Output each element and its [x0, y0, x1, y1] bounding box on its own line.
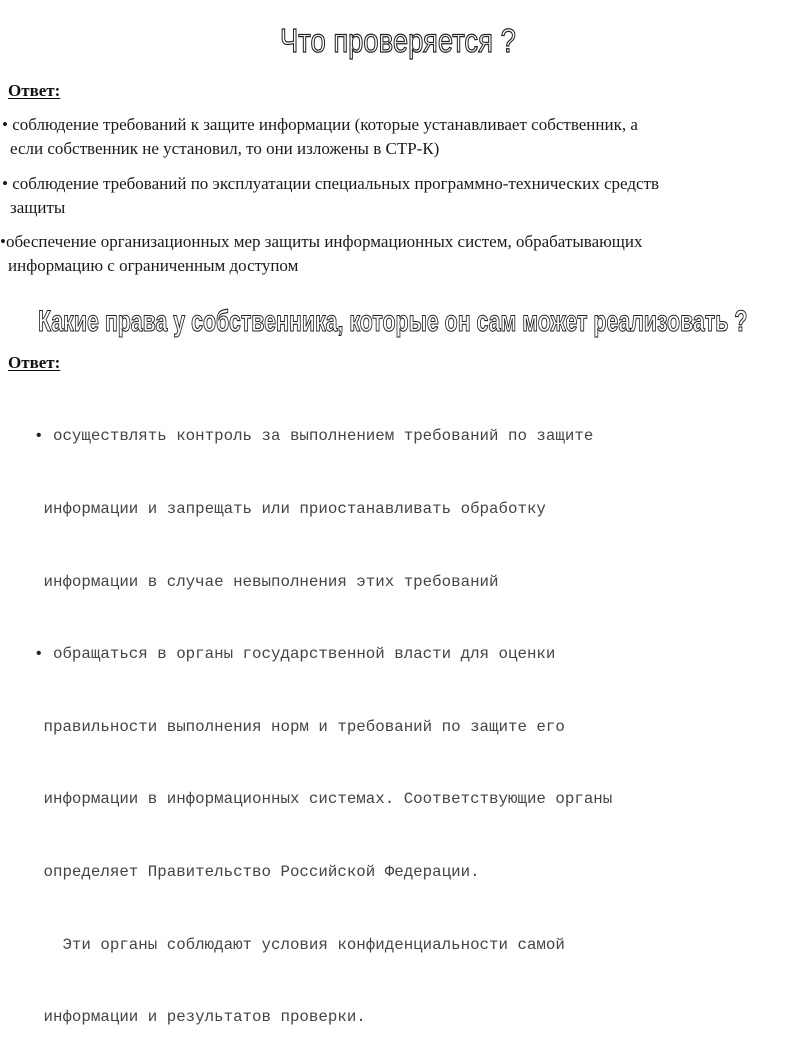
- rights-line-text: осуществлять контроль за выполнением требований по защите: [43, 427, 594, 446]
- rights-line-text: обращаться в органы государственной власти для оценки: [43, 645, 556, 664]
- rights-line: [34, 570, 794, 594]
- rights-line-text: правильности выполнения норм и требований по защите его: [34, 717, 565, 736]
- rights-line: [34, 787, 794, 811]
- bullet-icon: •: [2, 115, 8, 134]
- rights-line-text: Эти органы соблюдают условия конфиденциальности самой: [34, 935, 565, 954]
- answer-label-1: Ответ:: [8, 81, 61, 100]
- rights-line: [34, 642, 794, 666]
- rights-line-text: определяет Правительство Российской Федерации.: [34, 863, 480, 882]
- check-item-3: [0, 230, 790, 278]
- check-item-1: [2, 113, 792, 161]
- rights-line: [34, 1005, 794, 1029]
- bullet-icon: •: [2, 174, 8, 193]
- rights-line-text: информации и результатов проверки.: [34, 1008, 366, 1027]
- check-item-3-line-2: информацию с ограниченным доступом: [8, 256, 299, 275]
- rights-line: [34, 933, 794, 957]
- rights-line: [34, 715, 794, 739]
- check-item-1-line-1: соблюдение требований к защите информации (которые устанавливает собственник, а: [7, 115, 638, 134]
- bullet-icon: •: [0, 232, 6, 251]
- rights-line: [34, 424, 794, 448]
- check-item-2: [2, 172, 792, 220]
- check-item-2-line-2: защиты: [10, 198, 66, 217]
- rights-line-text: информации в случае невыполнения этих требований: [34, 572, 499, 591]
- check-item-2-line-1: соблюдение требований по эксплуатации специальных программно-технических средств: [7, 174, 660, 193]
- bullet-icon: •: [34, 645, 44, 664]
- check-item-3-line-1: обеспечение организационных мер защиты информационных систем, обрабатывающих: [5, 232, 643, 251]
- check-item-1-line-2: если собственник не установил, то они изложены в СТР-К): [10, 139, 440, 158]
- rights-line-text: информации в информационных системах. Соответствующие органы: [34, 790, 613, 809]
- heading-owner-rights: Какие права у собственника, которые он сам может реализовать ?: [38, 305, 748, 338]
- rights-line: [34, 497, 794, 521]
- rights-line: [34, 860, 794, 884]
- answer-label-2: Ответ:: [8, 353, 61, 372]
- rights-line-text: информации и запрещать или приостанавливать обработку: [34, 500, 546, 519]
- bullet-icon: •: [34, 427, 44, 446]
- heading-what-is-checked: Что проверяется ?: [280, 22, 516, 59]
- owner-rights-list: [34, 376, 794, 1054]
